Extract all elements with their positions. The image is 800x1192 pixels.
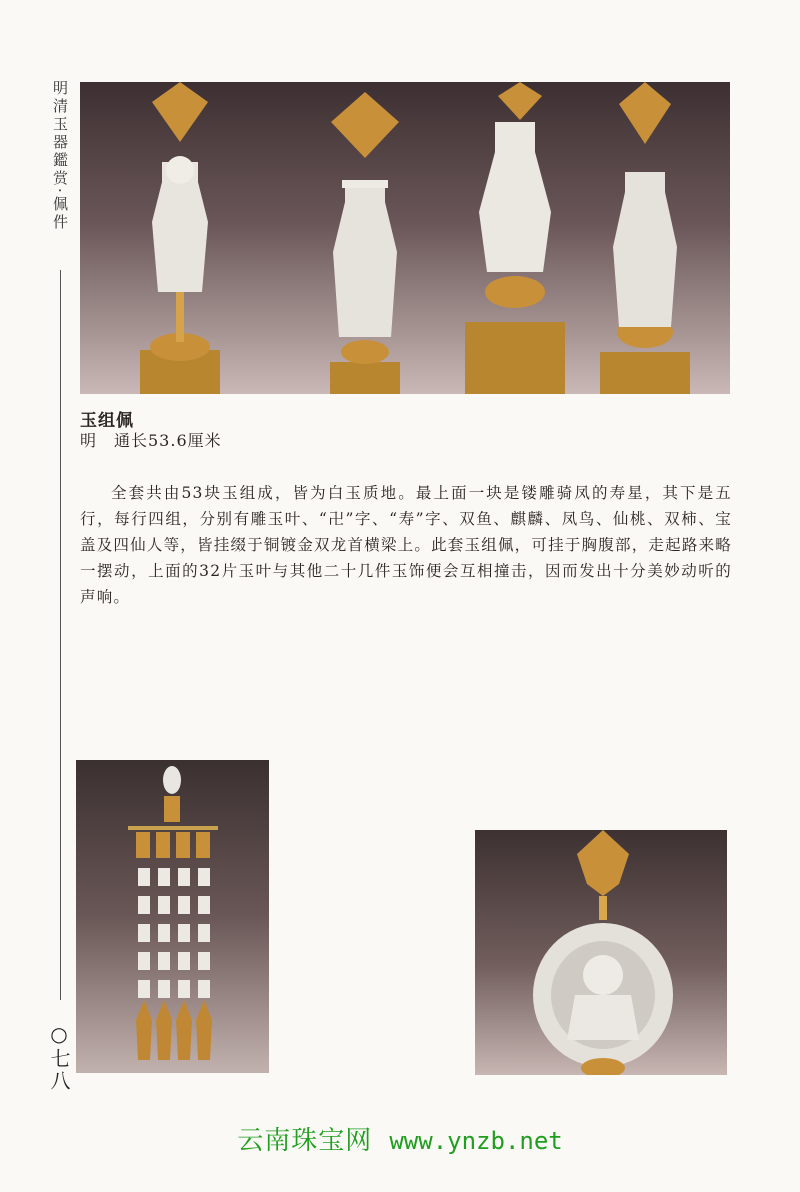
figure-meta: 明 通长53.6厘米 [80,431,222,450]
figure-title: 玉组佩 [80,411,134,431]
watermark-site-name: 云南珠宝网 [237,1126,373,1156]
page-number: ○七八 [47,1022,71,1092]
description-paragraph: 全套共由53块玉组成，皆为白玉质地。最上面一块是镂雕骑凤的寿星，其下是五行，每行四组，分别有雕玉叶、“卍”字、“寿”字、双鱼、麒麟、凤鸟、仙桃、双柿、宝盖及四仙人等，皆挂缀于铜镀金双龙首横梁上。此套玉组佩，可挂于胸腹部，走起路来略一摆动，上面的32片玉叶与其他二十几件玉饰便会互相撞击，因而发出十分美妙动听的声响。 [80,484,732,606]
figure-1 [140,82,220,394]
jade-immortals-photo [80,82,730,394]
running-header: 明清玉器鑑赏·佩件 [51,80,69,232]
figure-4 [600,82,690,394]
site-watermark [0,1120,800,1157]
watermark-url: www.ynzb.net [389,1127,563,1155]
figure-2 [330,92,400,394]
margin-rule [60,270,61,1000]
jade-plaque-photo [475,830,727,1075]
jade-pendant-set-photo [76,760,269,1073]
figure-3 [465,82,565,394]
